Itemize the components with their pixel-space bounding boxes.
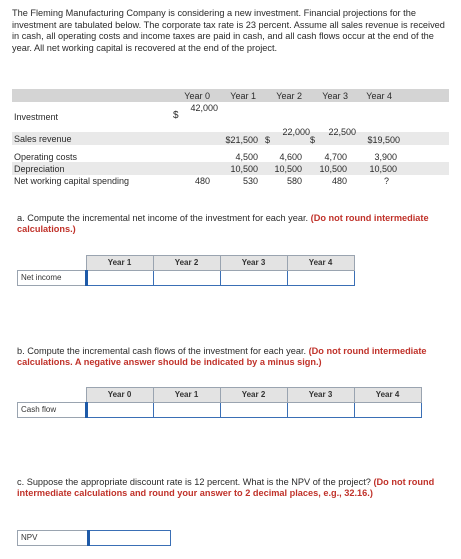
sales-dollar-2: $ [265, 135, 271, 145]
nwc-year3: 480 [331, 176, 347, 186]
sales-year3: 22,500 [328, 127, 356, 137]
sales-dollar-3: $ [310, 135, 316, 145]
operating-year3: 4,700 [324, 152, 347, 162]
cash-flow-label: Cash flow [18, 403, 87, 418]
sales-year4: $19,500 [367, 135, 400, 145]
net-income-year4-input[interactable] [288, 271, 354, 285]
sales-label: Sales revenue [14, 134, 72, 144]
cash-flow-year3-input[interactable] [288, 403, 354, 417]
nwc-year2: 580 [286, 176, 302, 186]
operating-year4: 3,900 [374, 152, 397, 162]
part-a-question [17, 213, 437, 236]
cf-header-year1: Year 1 [153, 388, 220, 403]
net-income-table [17, 255, 355, 286]
ni-header-year3: Year 3 [220, 256, 287, 271]
header-year-0: Year 0 [184, 91, 210, 101]
depreciation-label: Depreciation [14, 164, 65, 174]
operating-year2: 4,600 [279, 152, 302, 162]
net-income-year1-input[interactable] [88, 271, 153, 285]
net-income-year2-cell [153, 271, 220, 286]
part-c-text: c. Suppose the appropriate discount rate is 12 percent. What is the NPV of the project? [17, 477, 371, 487]
cf-header-year4: Year 4 [354, 388, 421, 403]
nwc-year4: ? [383, 176, 389, 186]
part-b-question [17, 346, 437, 369]
nwc-label: Net working capital spending [14, 176, 130, 186]
cash-flow-year2-cell [220, 403, 287, 418]
header-year-3: Year 3 [322, 91, 348, 101]
cash-flow-year4-input[interactable] [355, 403, 421, 417]
npv-input[interactable] [90, 531, 170, 545]
part-c-note: (Do not round intermediate calculations and round your answer to 2 decimal places, e.g., 32.16.) [17, 477, 435, 499]
part-a-text: a. Compute the incremental net income of the investment for each year. [17, 213, 309, 223]
ni-header-year4: Year 4 [287, 256, 354, 271]
net-income-corner [18, 256, 87, 271]
cash-flow-year4-cell [354, 403, 421, 418]
sales-year2: 22,000 [282, 127, 310, 137]
cash-flow-year3-cell [287, 403, 354, 418]
header-year-4: Year 4 [366, 91, 392, 101]
cash-flow-year1-input[interactable] [154, 403, 220, 417]
cash-flow-table [17, 387, 422, 418]
header-year-2: Year 2 [276, 91, 302, 101]
ni-header-year2: Year 2 [153, 256, 220, 271]
cash-flow-year2-input[interactable] [221, 403, 287, 417]
nwc-year1: 530 [242, 176, 258, 186]
cf-header-year0: Year 0 [86, 388, 153, 403]
net-income-year1-cell [86, 271, 153, 286]
npv-label: NPV [18, 531, 89, 546]
nwc-year0: 480 [194, 176, 210, 186]
depreciation-year4: 10,500 [369, 164, 397, 174]
operating-year1: 4,500 [235, 152, 258, 162]
investment-dollar: $ [173, 110, 179, 121]
cf-header-year2: Year 2 [220, 388, 287, 403]
depreciation-year3: 10,500 [319, 164, 347, 174]
cash-flow-year1-cell [153, 403, 220, 418]
part-a-note: (Do not round intermediate calculations.) [17, 213, 429, 235]
net-income-year3-cell [220, 271, 287, 286]
net-income-year4-cell [287, 271, 354, 286]
net-income-label: Net income [18, 271, 87, 286]
sales-year1: $21,500 [225, 135, 258, 145]
problem-intro: The Fleming Manufacturing Company is considering a new investment. Financial projections for the investment are tabulated below. The corporate tax rate is 23 percent. Assume all sales revenue is received in cash, all operating costs and income taxes are paid in cash, and all cash flows occur at the end of the year. All net working capital is recovered at the end of the project. [12, 8, 445, 53]
depreciation-year2: 10,500 [274, 164, 302, 174]
part-b-note: (Do not round intermediate calculations. A negative answer should be indicated by a minus sign.) [17, 346, 427, 368]
cash-flow-corner [18, 388, 87, 403]
ni-header-year1: Year 1 [86, 256, 153, 271]
investment-year0: 42,000 [190, 103, 218, 113]
cf-header-year3: Year 3 [287, 388, 354, 403]
cash-flow-year0-cell [86, 403, 153, 418]
operating-label: Operating costs [14, 152, 78, 162]
investment-label: Investment [14, 112, 59, 122]
net-income-year2-input[interactable] [154, 271, 220, 285]
cash-flow-year0-input[interactable] [88, 403, 153, 417]
npv-cell [89, 531, 171, 546]
header-year-1: Year 1 [230, 91, 256, 101]
depreciation-year1: 10,500 [230, 164, 258, 174]
npv-table [17, 530, 171, 546]
net-income-year3-input[interactable] [221, 271, 287, 285]
part-b-text: b. Compute the incremental cash flows of the investment for each year. [17, 346, 307, 356]
part-c-question [17, 477, 437, 500]
